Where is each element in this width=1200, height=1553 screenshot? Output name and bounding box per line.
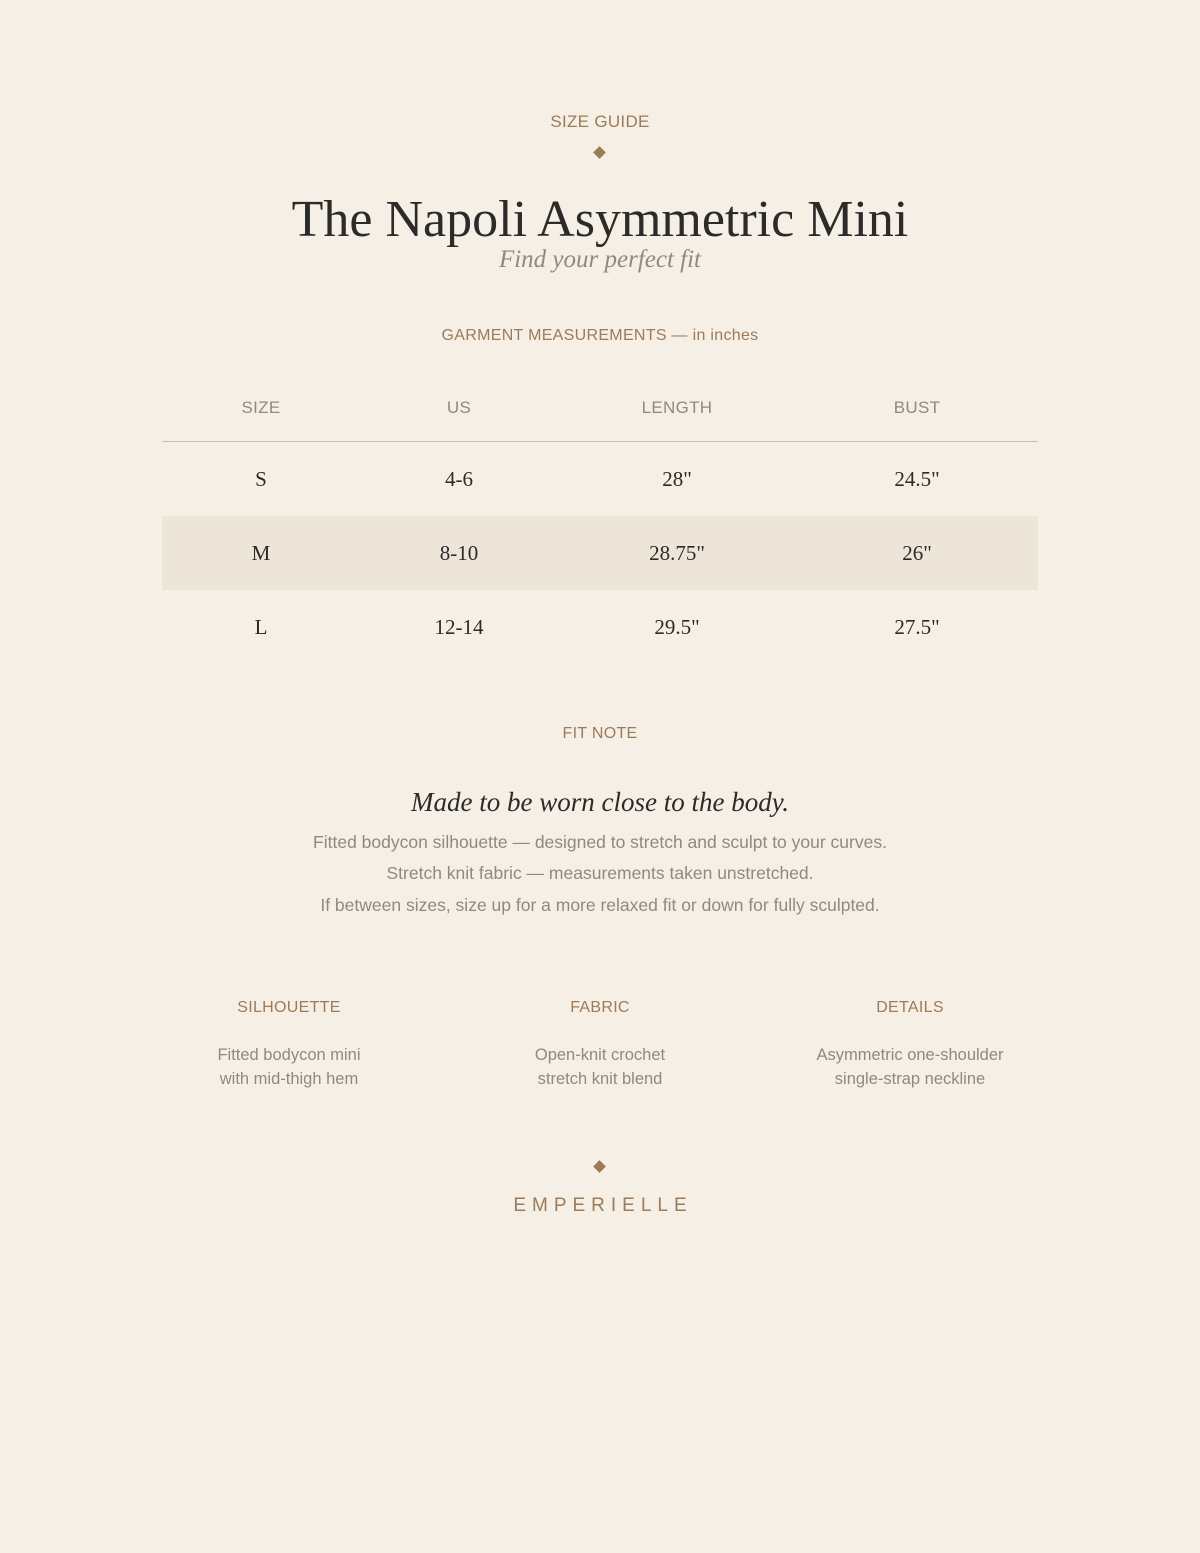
- feature-label: SILHOUETTE: [237, 999, 341, 1016]
- column-header-bust: BUST: [893, 397, 941, 417]
- feature-text-line: Fitted bodycon mini: [217, 1046, 361, 1064]
- column-header-us: US: [446, 397, 472, 417]
- length-cell: 28.75": [649, 540, 705, 565]
- fit-note-label: FIT NOTE: [562, 725, 638, 742]
- length-cell: 28": [662, 466, 692, 491]
- fit-note-line: If between sizes, size up for a more relaxed fit or down for fully sculpted.: [320, 895, 880, 915]
- table-row: [162, 442, 1038, 516]
- column-header-size: SIZE: [241, 397, 281, 417]
- column-header-length: LENGTH: [641, 397, 713, 417]
- size-cell: M: [251, 540, 271, 565]
- page-title: The Napoli Asymmetric Mini: [291, 191, 909, 248]
- brand-name: EMPERIELLE: [513, 1195, 693, 1216]
- feature-label: FABRIC: [570, 999, 630, 1016]
- feature-text: [450, 1043, 750, 1091]
- bust-cell: 26": [902, 540, 932, 565]
- feature-text: [760, 1043, 1060, 1091]
- size-cell: S: [255, 466, 267, 491]
- measurements-caption: GARMENT MEASUREMENTS — in inches: [441, 327, 759, 344]
- feature-text-line: Asymmetric one-shoulder: [816, 1046, 1004, 1064]
- table-header-row: [162, 370, 1038, 442]
- us-size-cell: 8-10: [439, 540, 479, 565]
- bust-cell: 24.5": [894, 466, 940, 491]
- feature-fabric: [450, 998, 750, 1091]
- diamond-icon: [593, 1160, 606, 1173]
- feature-silhouette: [139, 998, 439, 1091]
- fit-note-heading: Made to be worn close to the body.: [411, 787, 789, 817]
- page-subtitle: Find your perfect fit: [498, 246, 702, 273]
- size-cell: L: [254, 614, 268, 639]
- feature-text-line: stretch knit blend: [537, 1070, 663, 1088]
- feature-text-line: Open-knit crochet: [534, 1046, 666, 1064]
- fit-note-line: Stretch knit fabric — measurements taken unstretched.: [386, 863, 814, 883]
- feature-text-line: with mid-thigh hem: [219, 1070, 359, 1088]
- us-size-cell: 4-6: [445, 466, 473, 491]
- diamond-icon: [593, 146, 606, 159]
- length-cell: 29.5": [654, 614, 700, 639]
- table-row: [162, 516, 1038, 590]
- feature-text-line: single-strap neckline: [834, 1070, 986, 1088]
- feature-details: [760, 998, 1060, 1091]
- size-table: [162, 370, 1038, 664]
- table-row: [162, 590, 1038, 664]
- section-eyebrow: SIZE GUIDE: [550, 112, 650, 131]
- us-size-cell: 12-14: [434, 614, 484, 639]
- feature-label: DETAILS: [876, 999, 944, 1016]
- bust-cell: 27.5": [894, 614, 940, 639]
- feature-text: [139, 1043, 439, 1091]
- fit-note-line: Fitted bodycon silhouette — designed to stretch and sculpt to your curves.: [313, 832, 887, 852]
